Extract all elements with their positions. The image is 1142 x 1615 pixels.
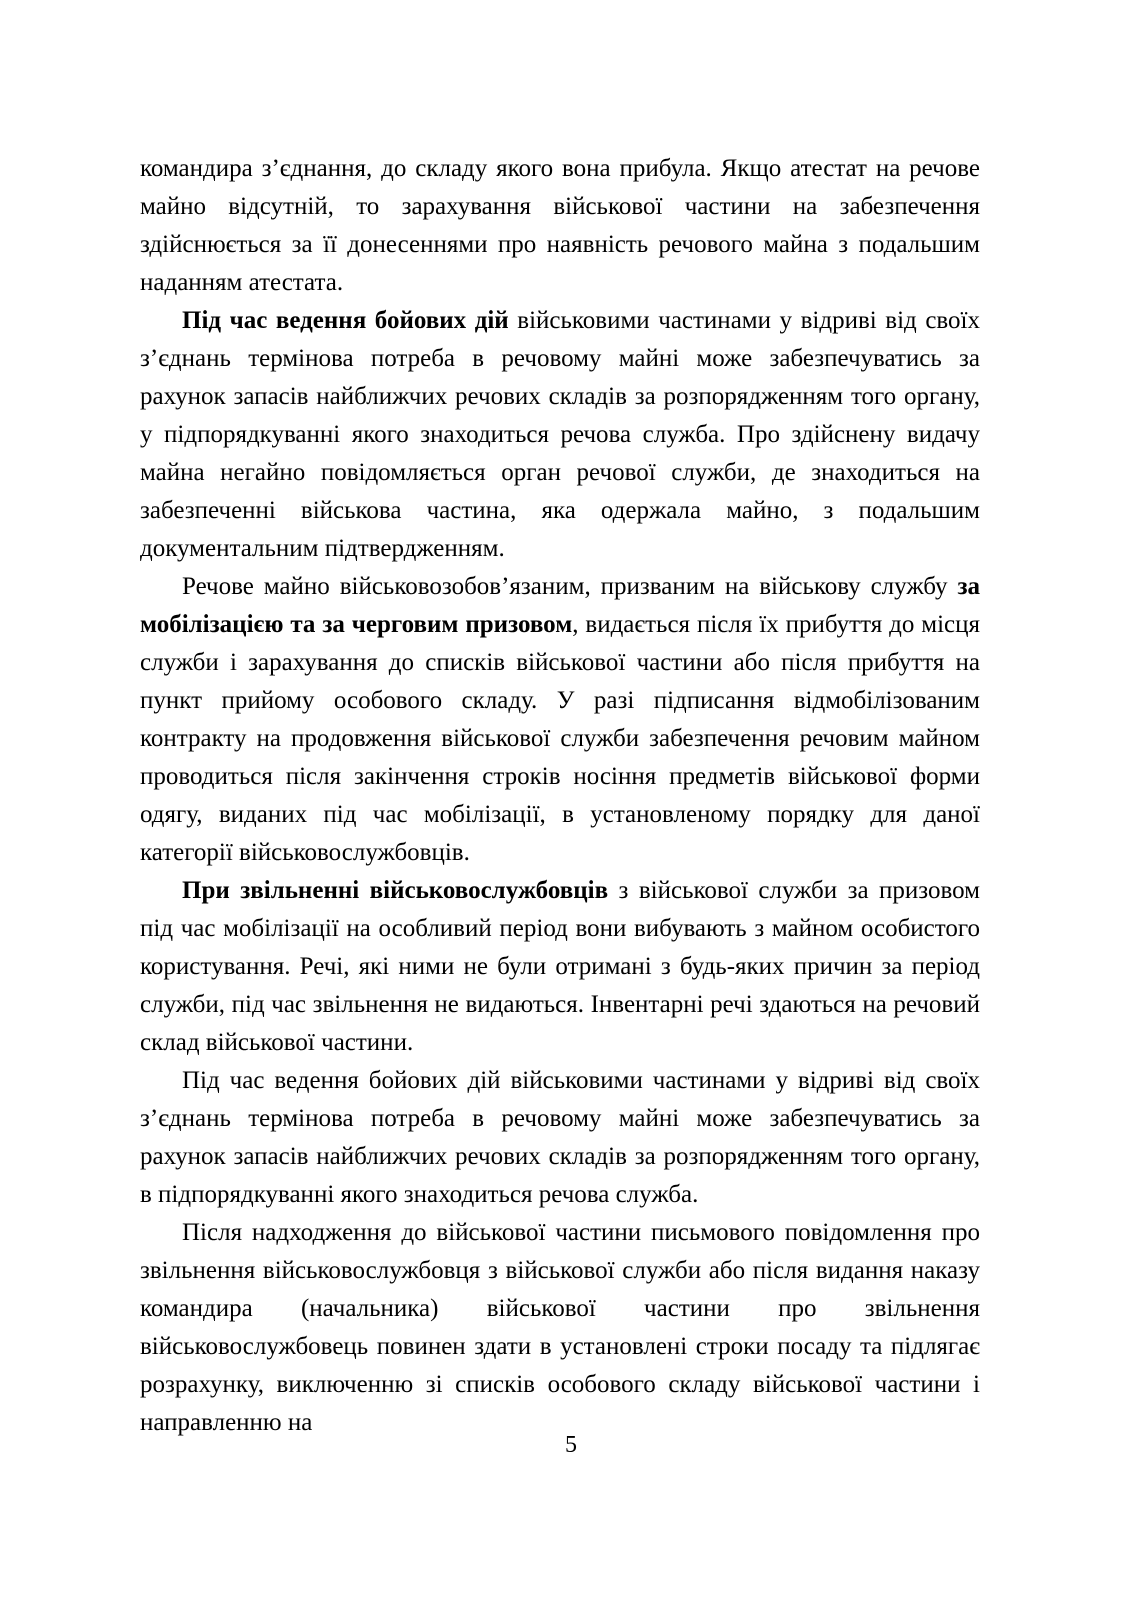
paragraph: Під час ведення бойових дій військовими частинами у відриві від своїх з’єднань термінова потреба в речовому майні може забезпечуватись за рахунок запасів найближчих речових складів за розпорядженням того органу, в підпорядкуванні якого знаходиться речова служба. [140, 1067, 980, 1208]
paragraph: Речове майно військовозобов’язаним, призваним на військову службу за мобілізацією та за черговим призовом, видається після їх прибуття до місця служби і зарахування до списків військової частини або після прибуття на пункт прийому особового складу. У разі підписання відмобілізованим контракту на продовження військової служби забезпечення речовим майном проводиться після закінчення строків носіння предметів військової форми одягу, виданих під час мобілізації, в установленому порядку для даної категорії військовослужбовців. [140, 573, 980, 866]
emphasis-run: за мобілізацією та за черговим призовом [140, 573, 980, 638]
paragraph: Після надходження до військової частини письмового повідомлення про звільнення військовослужбовця з військової служби або після видання наказу командира (начальника) військової частини про звільнення військовослужбовець повинен здати в установлені строки посаду та підлягає розрахунку, виключенню зі списків особового складу військової частини і направленню на [140, 1219, 980, 1436]
emphasis-run: Під час ведення бойових дій [182, 307, 509, 334]
paragraph: командира з’єднання, до складу якого вона прибула. Якщо атестат на речове майно відсутній, то зарахування військової частини на забезпечення здійснюється за її донесеннями про наявність речового майна з подальшим наданням атестата. [140, 155, 980, 296]
emphasis-run: При звільненні військовослужбовців [182, 877, 609, 904]
paragraph: При звільненні військовослужбовців з військової служби за призовом під час мобілізації на особливий період вони вибувають з майном особистого користування. Речі, які ними не були отримані з будь-яких причин за період служби, під час звільнення не видаються. Інвентарні речі здаються на речовий склад військової частини. [140, 877, 980, 1056]
page-body [140, 150, 980, 1442]
paragraph: Під час ведення бойових дій військовими частинами у відриві від своїх з’єднань термінова потреба в речовому майні може забезпечуватись за рахунок запасів найближчих речових складів за розпорядженням того органу, у підпорядкуванні якого знаходиться речова служба. Про здійснену видачу майна негайно повідомляється орган речової служби, де знаходиться на забезпеченні військова частина, яка одержала майно, з подальшим документальним підтвердженням. [140, 307, 981, 562]
page-number: 5 [565, 1432, 577, 1458]
